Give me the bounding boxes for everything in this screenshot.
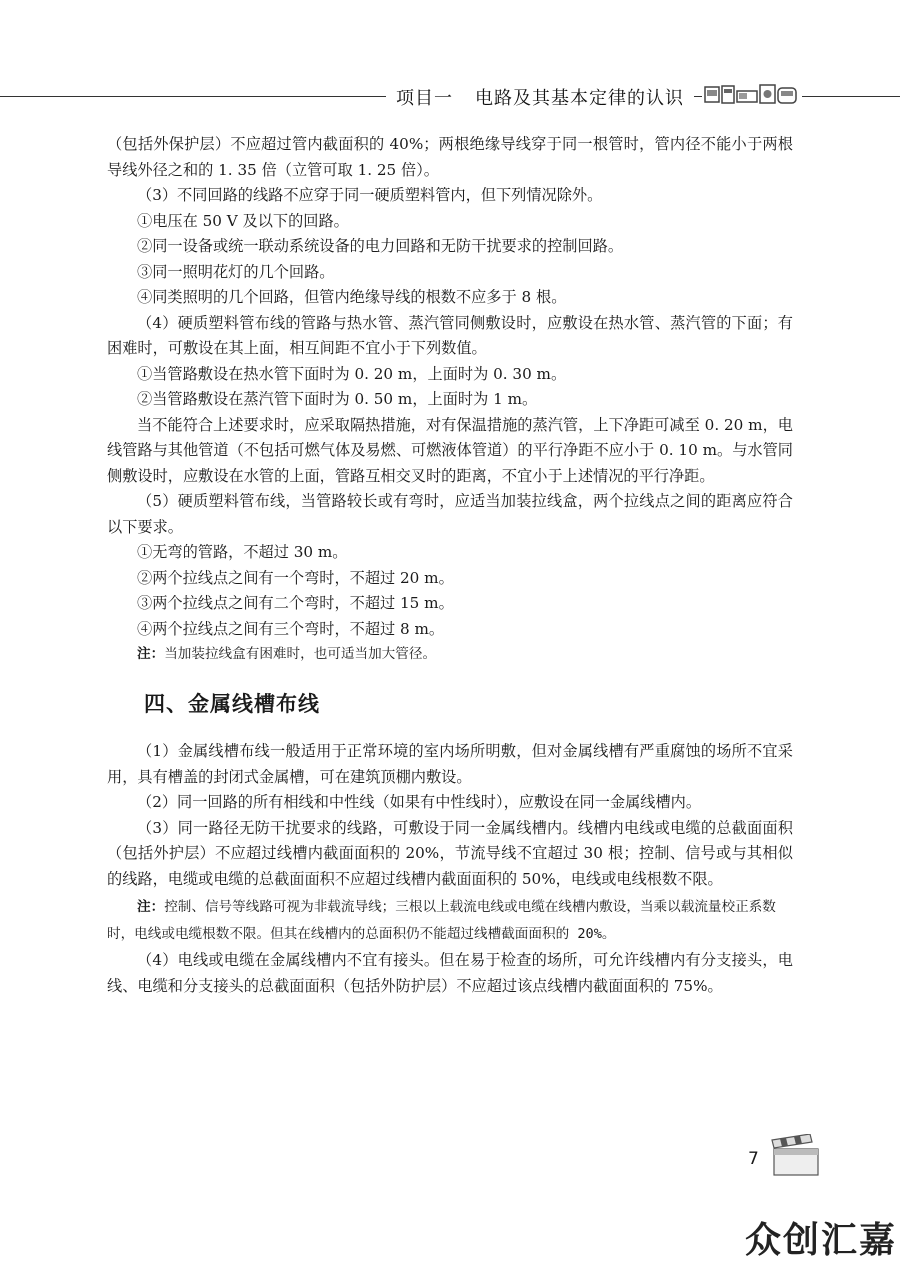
running-header bbox=[386, 84, 694, 110]
paragraph: （包括外保护层）不应超过管内截面积的 40%；两根绝缘导线穿于同一根管时，管内径不能小于两根导线外径之和的 1. 35 倍（立管可取 1. 25 倍）。 bbox=[107, 135, 793, 179]
paragraph: ③同一照明花灯的几个回路。 bbox=[137, 262, 335, 281]
paragraph: （2）同一回路的所有相线和中性线（如果有中性线时），应敷设在同一金属线槽内。 bbox=[137, 793, 702, 811]
paragraph: ④同类照明的几个回路，但管内绝缘导线的根数不应多于 8 根。 bbox=[137, 288, 567, 306]
paragraph: （1）金属线槽布线一般适用于正常环境的室内场所明敷，但对金属线槽有严重腐蚀的场所不宜采用，具有槽盖的封闭式金属槽，可在建筑顶棚内敷设。 bbox=[107, 742, 793, 786]
header-chapter-title: 电路及其基本定律的认识 bbox=[475, 88, 684, 109]
paragraph: ①当管路敷设在热水管下面时为 0. 20 m，上面时为 0. 30 m。 bbox=[137, 364, 567, 383]
paragraph: （4）硬质塑料管布线的管路与热水管、蒸汽管同侧敷设时，应敷设在热水管、蒸汽管的下面；有困难时，可敷设在其上面，相互间距不宜小于下列数值。 bbox=[107, 313, 793, 357]
paragraph-group-c bbox=[107, 948, 793, 999]
header-decoration-icon bbox=[702, 82, 802, 108]
note-text: 控制、信号等线路可视为非载流导线；三根以上载流电线或电缆在线槽内敷设，当乘以载流量校正系数时，电线或电缆根数不限。但其在线槽内的总面积仍不能超过线槽截面面积的 20%。 bbox=[107, 899, 776, 942]
paragraph: ④两个拉线点之间有三个弯时，不超过 8 m。 bbox=[137, 619, 445, 638]
paragraph: ②两个拉线点之间有一个弯时，不超过 20 m。 bbox=[137, 568, 454, 587]
note-pipe-size bbox=[107, 642, 793, 668]
paragraph: （3）不同回路的线路不应穿于同一硬质塑料管内，但下列情况除外。 bbox=[137, 186, 603, 204]
paragraph-group-b bbox=[107, 739, 793, 892]
page-number: 7 bbox=[748, 1149, 759, 1169]
header-project: 项目一 bbox=[396, 88, 453, 109]
paragraph-group-a bbox=[107, 132, 793, 642]
note-text: 当加装拉线盒有困难时，也可适当加大管径。 bbox=[164, 646, 437, 662]
page-body bbox=[107, 132, 793, 999]
paragraph: （3）同一路径无防干扰要求的线路，可敷设于同一金属线槽内。线槽内电线或电缆的总截面面积（包括外护层）不应超过线槽内截面面积的 20%，节流导线不宜超过 30 根；控制、信号或与其相似的线路，电缆或电缆的总截面面积不应超过线槽内截面面积的 50%，电线或电线根数不限。 bbox=[107, 818, 793, 888]
paragraph: （4）电线或电缆在金属线槽内不宜有接头。但在易于检查的场所，可允许线槽内有分支接头，电线、电缆和分支接头的总截面面积（包括外防护层）不应超过该点线槽内截面面积的 75%。 bbox=[107, 951, 793, 995]
note-signal-lines bbox=[107, 894, 793, 948]
section-heading: 四、金属线槽布线 bbox=[144, 691, 320, 716]
watermark: 众创汇嘉 bbox=[745, 1220, 898, 1261]
paragraph: ②同一设备或统一联动系统设备的电力回路和无防干扰要求的控制回路。 bbox=[137, 237, 623, 255]
paragraph: ②当管路敷设在蒸汽管下面时为 0. 50 m，上面时为 1 m。 bbox=[137, 390, 538, 408]
paragraph: （5）硬质塑料管布线，当管路较长或有弯时，应适当加装拉线盒，两个拉线点之间的距离应符合以下要求。 bbox=[107, 492, 793, 536]
paragraph: 当不能符合上述要求时，应采取隔热措施，对有保温措施的蒸汽管，上下净距可减至 0. 20 m，电线管路与其他管道（不包括可燃气体及易燃、可燃液体管道）的平行净距不应小于 0. 10 m。与水管同侧敷设时，应敷设在水管的上面，管路互相交叉时的距离，不宜小于上述情况的平行净距。 bbox=[107, 415, 793, 485]
paragraph: ③两个拉线点之间有二个弯时，不超过 15 m。 bbox=[137, 594, 454, 612]
paragraph: ①无弯的管路，不超过 30 m。 bbox=[137, 543, 348, 561]
paragraph: ①电压在 50 V 及以下的回路。 bbox=[137, 211, 349, 230]
note-label: 注： bbox=[137, 899, 165, 915]
clapperboard-icon bbox=[770, 1134, 822, 1182]
note-label: 注： bbox=[137, 646, 165, 662]
